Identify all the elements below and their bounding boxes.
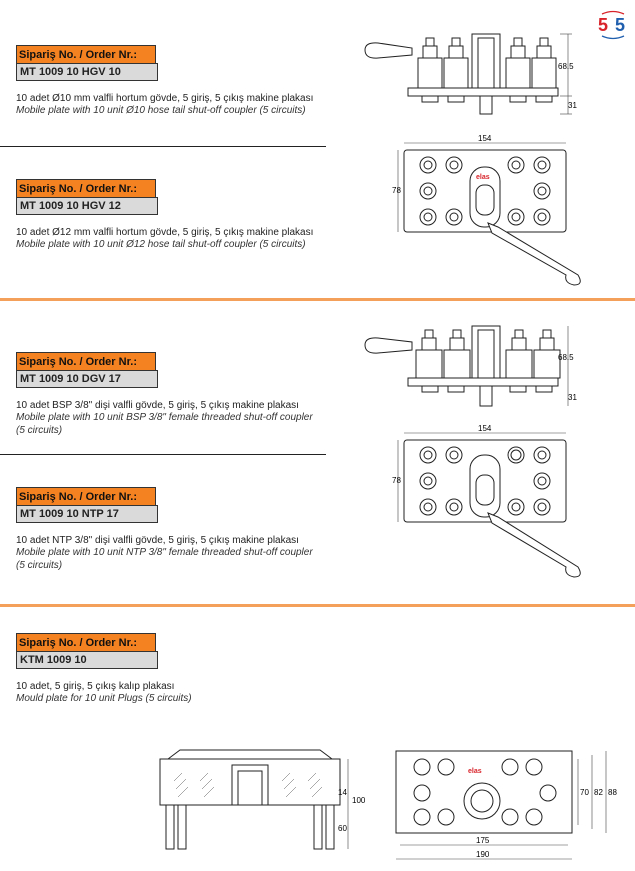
dim-height-lower: 31 bbox=[568, 101, 577, 110]
description-en: Mobile plate with 10 unit NTP 3/8" female threaded shut-off coupler bbox=[16, 547, 313, 558]
description-tr: 10 adet Ø12 mm valfli hortum gövde, 5 giriş, 5 çıkış makine plakası bbox=[16, 227, 314, 238]
dim-thickness: 14 bbox=[338, 788, 347, 797]
description-en: Mobile plate with 10 unit Ø10 hose tail shut-off coupler (5 circuits) bbox=[16, 105, 306, 116]
order-item-1 bbox=[16, 45, 336, 117]
dim-height-lower: 31 bbox=[568, 393, 577, 402]
order-label: Sipariş No. / Order Nr.: bbox=[16, 487, 156, 505]
description-en-2: (5 circuits) bbox=[16, 425, 63, 436]
order-item-5 bbox=[16, 633, 336, 705]
order-item-3 bbox=[16, 352, 336, 437]
section-divider bbox=[0, 298, 635, 301]
side-view-drawing-1 bbox=[360, 28, 590, 118]
dim-h2: 82 bbox=[594, 788, 603, 797]
top-view-drawing-2 bbox=[388, 425, 588, 585]
badge-right: 5 bbox=[615, 15, 626, 35]
order-code: KTM 1009 10 bbox=[16, 651, 158, 669]
order-label: Sipariş No. / Order Nr.: bbox=[16, 352, 156, 370]
mould-top-drawing bbox=[388, 745, 628, 867]
dim-h3: 88 bbox=[608, 788, 617, 797]
description-tr: 10 adet BSP 3/8" dişi valfli gövde, 5 giriş, 5 çıkış makine plakası bbox=[16, 400, 299, 411]
dim-depth: 78 bbox=[392, 476, 401, 485]
divider bbox=[0, 454, 326, 455]
description-en: Mobile plate with 10 unit Ø12 hose tail shut-off coupler (5 circuits) bbox=[16, 239, 306, 250]
series-badge bbox=[596, 10, 630, 40]
section-divider bbox=[0, 604, 635, 607]
mould-section-drawing bbox=[150, 745, 365, 855]
divider bbox=[0, 146, 326, 147]
dim-height: 68.5 bbox=[558, 62, 574, 71]
description-tr: 10 adet, 5 giriş, 5 çıkış kalıp plakası bbox=[16, 681, 175, 692]
description-tr: 10 adet Ø10 mm valfli hortum gövde, 5 giriş, 5 çıkış makine plakası bbox=[16, 93, 314, 104]
dim-h1: 70 bbox=[580, 788, 589, 797]
order-code: MT 1009 10 HGV 12 bbox=[16, 197, 158, 215]
dim-depth: 78 bbox=[392, 186, 401, 195]
dim-height: 68.5 bbox=[558, 353, 574, 362]
logo: elas bbox=[476, 174, 490, 181]
dim-hole-span: 175 bbox=[476, 836, 490, 845]
order-code: MT 1009 10 NTP 17 bbox=[16, 505, 158, 523]
dim-height: 100 bbox=[352, 796, 365, 805]
description-en: Mould plate for 10 unit Plugs (5 circuits) bbox=[16, 693, 192, 704]
dim-width: 154 bbox=[478, 425, 492, 433]
badge-left: 5 bbox=[598, 15, 609, 35]
description-tr: 10 adet NTP 3/8" dişi valfli gövde, 5 giriş, 5 çıkış makine plakası bbox=[16, 535, 299, 546]
order-item-2 bbox=[16, 179, 336, 251]
description-en-2: (5 circuits) bbox=[16, 560, 63, 571]
order-code: MT 1009 10 DGV 17 bbox=[16, 370, 158, 388]
order-code: MT 1009 10 HGV 10 bbox=[16, 63, 158, 81]
dim-width: 154 bbox=[478, 135, 492, 143]
order-item-4 bbox=[16, 487, 336, 572]
order-label: Sipariş No. / Order Nr.: bbox=[16, 179, 156, 197]
order-label: Sipariş No. / Order Nr.: bbox=[16, 45, 156, 63]
logo: elas bbox=[468, 768, 482, 775]
dim-width: 190 bbox=[476, 850, 490, 859]
order-label: Sipariş No. / Order Nr.: bbox=[16, 633, 156, 651]
description-en: Mobile plate with 10 unit BSP 3/8" female threaded shut-off coupler bbox=[16, 412, 313, 423]
side-view-drawing-2 bbox=[360, 320, 590, 410]
top-view-drawing-1 bbox=[388, 135, 588, 290]
dim-leg: 60 bbox=[338, 824, 347, 833]
